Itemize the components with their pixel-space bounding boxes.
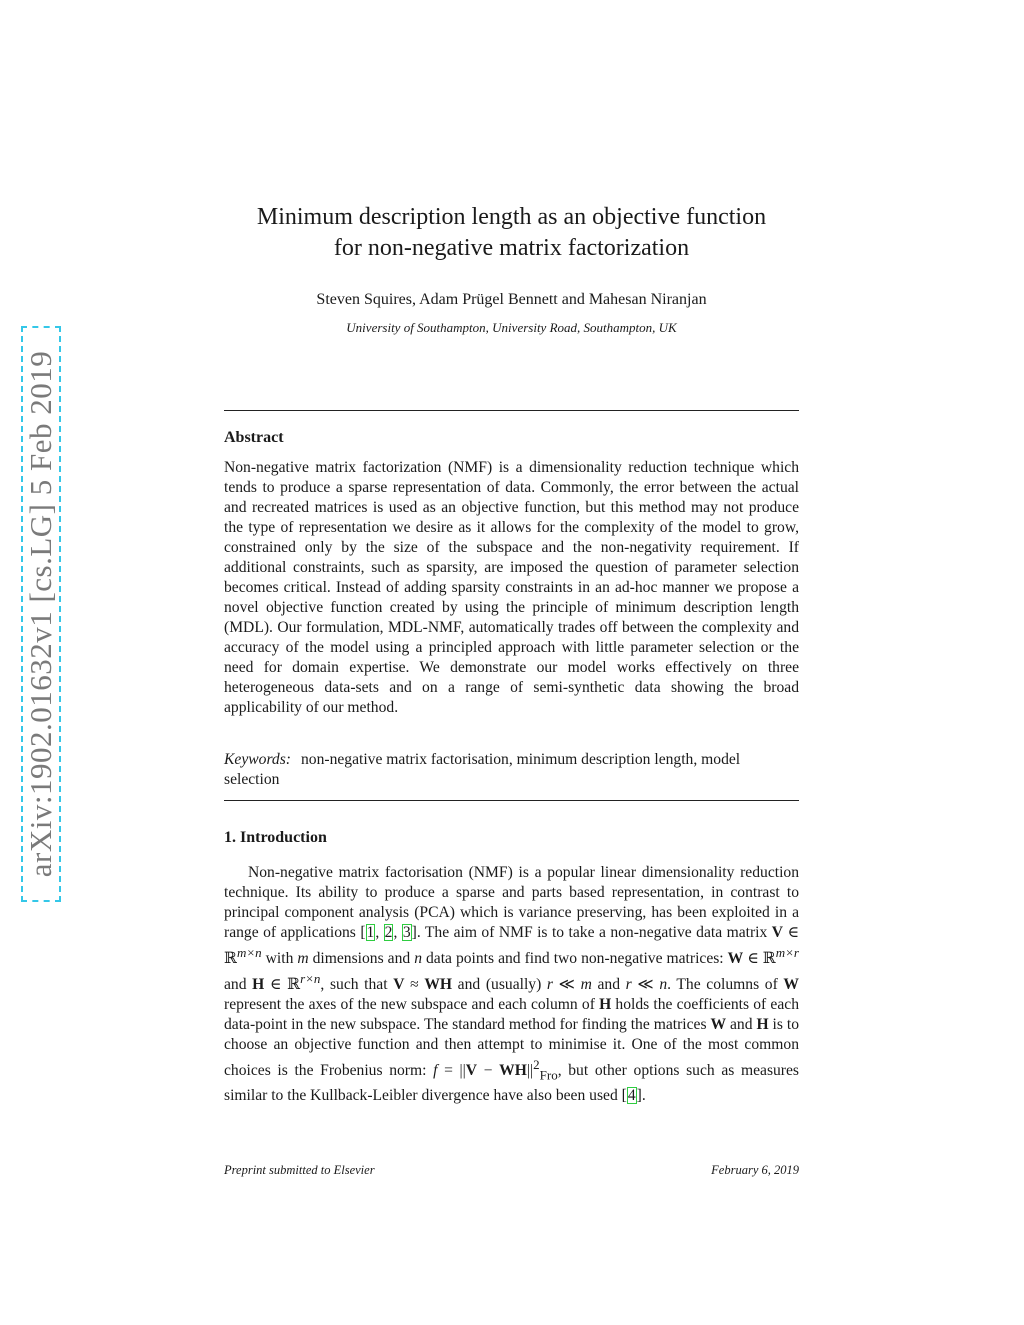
intro-text: ∈ ℝ bbox=[224, 924, 800, 968]
intro-text: , such that bbox=[320, 976, 394, 994]
intro-text: . The columns of bbox=[667, 976, 784, 994]
intro-text: ∈ ℝ bbox=[264, 976, 301, 994]
arxiv-id: arXiv:1902.01632v1 [cs.LG] 5 Feb 2019 bbox=[23, 350, 58, 878]
author-list: Steven Squires, Adam Prügel Bennett and Mahesan Niranjan bbox=[316, 291, 707, 308]
intro-text: || bbox=[526, 1062, 534, 1080]
intro-text: ]. bbox=[636, 1086, 646, 1104]
keywords-text: non-negative matrix factorisation, minimum description length, model selection bbox=[224, 751, 741, 788]
intro-text: dimensions and bbox=[308, 950, 415, 968]
math-symbol: V bbox=[771, 924, 784, 941]
math-symbol: f bbox=[433, 1062, 438, 1080]
math-superscript: r×n bbox=[300, 971, 321, 987]
intro-text: ∈ ℝ bbox=[743, 950, 776, 968]
math-superscript: 2 bbox=[533, 1057, 540, 1073]
math-symbol: V bbox=[465, 1062, 478, 1080]
intro-text: ≈ bbox=[404, 976, 425, 994]
title-line-1: Minimum description length as an objective function bbox=[256, 204, 767, 230]
intro-text: − bbox=[477, 1062, 500, 1080]
math-symbol: H bbox=[252, 976, 265, 994]
intro-text: , bbox=[375, 924, 384, 941]
math-symbol: n bbox=[414, 950, 422, 968]
citation-link-1[interactable]: 1 bbox=[366, 924, 375, 941]
intro-text: and (usually) bbox=[452, 976, 547, 994]
intro-text: Non-negative matrix factorisation (NMF) is a popular linear dimensionality reduction technique. Its ability to produce a sparse and parts based representation, in contrast to principal component analysis (PCA) which is variance preserving, has been exploited in a range of applications [ bbox=[224, 864, 799, 941]
footer-date: February 6, 2019 bbox=[711, 1163, 799, 1177]
math-symbol: W bbox=[710, 1016, 727, 1034]
abstract-top-rule bbox=[224, 410, 799, 411]
intro-text: holds the coefficients of each data-point in the new subspace. The standard method for finding the matrices bbox=[224, 996, 799, 1034]
paper-title bbox=[224, 202, 799, 264]
math-symbol: WH bbox=[424, 976, 453, 994]
intro-text: , bbox=[393, 924, 402, 941]
intro-text: and bbox=[591, 976, 626, 994]
math-symbol: m bbox=[297, 950, 309, 968]
introduction-paragraph bbox=[224, 863, 799, 1106]
intro-text: with bbox=[261, 950, 298, 968]
math-symbol: W bbox=[727, 950, 744, 968]
abstract-bottom-rule bbox=[224, 800, 799, 801]
intro-text: ≪ bbox=[631, 976, 660, 994]
intro-text: is to choose an objective function and then attempt to minimise it. One of the most common choices is the Frobenius norm: bbox=[224, 1016, 799, 1080]
math-symbol: H bbox=[599, 996, 612, 1014]
math-symbol: W bbox=[783, 976, 799, 994]
intro-text: data points and find two non-negative matrices: bbox=[421, 950, 728, 968]
math-symbol: WH bbox=[499, 1062, 527, 1080]
affiliation: University of Southampton, University Road, Southampton, UK bbox=[346, 320, 677, 335]
math-superscript: m×r bbox=[775, 945, 799, 960]
math-symbol: m bbox=[580, 976, 592, 994]
citation-link-4[interactable]: 4 bbox=[627, 1086, 636, 1104]
introduction-heading: 1. Introduction bbox=[224, 829, 327, 846]
math-symbol: n bbox=[659, 976, 668, 994]
math-superscript: m×n bbox=[236, 945, 262, 960]
math-subscript: Fro bbox=[539, 1067, 558, 1083]
citation-link-2[interactable]: 2 bbox=[384, 924, 393, 941]
arxiv-stamp[interactable] bbox=[21, 326, 61, 902]
intro-text: and bbox=[224, 976, 253, 994]
intro-text: , but other options such as measures similar to the Kullback-Leibler divergence have also been used [ bbox=[224, 1062, 799, 1104]
abstract-heading: Abstract bbox=[224, 429, 284, 446]
intro-text: represent the axes of the new subspace and each column of bbox=[224, 996, 600, 1014]
abstract-text: Non-negative matrix factorization (NMF) is a dimensionality reduction technique which tends to produce a sparse representation of data. Commonly, the error between the actual and recreated matrices is used as an objective function, but this method may not produce the type of representation we desire as it allows for the complexity of the model to grow, constrained only by the size of the subspace and the non-negativity requirement. If additional constraints, such as sparsity, are imposed the question of parameter selection becomes critical. Instead of adding sparsity constraints in an ad-hoc manner we propose a novel objective function created by using the principle of minimum description length (MDL). Our formulation, MDL-NMF, automatically trades off between the complexity and accuracy of the model using a principled approach with little parameter selection or the need for domain expertise. We demonstrate our model works effectively on three heterogeneous data-sets and on a range of semi-synthetic data showing the broad applicability of our method. bbox=[224, 459, 799, 716]
math-symbol: V bbox=[393, 976, 405, 994]
title-line-2: for non-negative matrix factorization bbox=[333, 235, 690, 261]
keywords bbox=[224, 750, 799, 790]
page-footer bbox=[224, 1162, 799, 1178]
intro-text: = || bbox=[437, 1062, 466, 1080]
math-symbol: r bbox=[546, 976, 553, 994]
intro-text: and bbox=[726, 1016, 757, 1034]
citation-link-3[interactable]: 3 bbox=[402, 924, 411, 941]
keywords-label: Keywords: bbox=[224, 751, 291, 768]
math-symbol: H bbox=[756, 1016, 769, 1034]
math-symbol: r bbox=[625, 976, 632, 994]
intro-text: ≪ bbox=[553, 976, 581, 994]
intro-text: ]. The aim of NMF is to take a non-negative data matrix bbox=[411, 924, 772, 941]
footer-preprint-note: Preprint submitted to Elsevier bbox=[224, 1163, 375, 1177]
